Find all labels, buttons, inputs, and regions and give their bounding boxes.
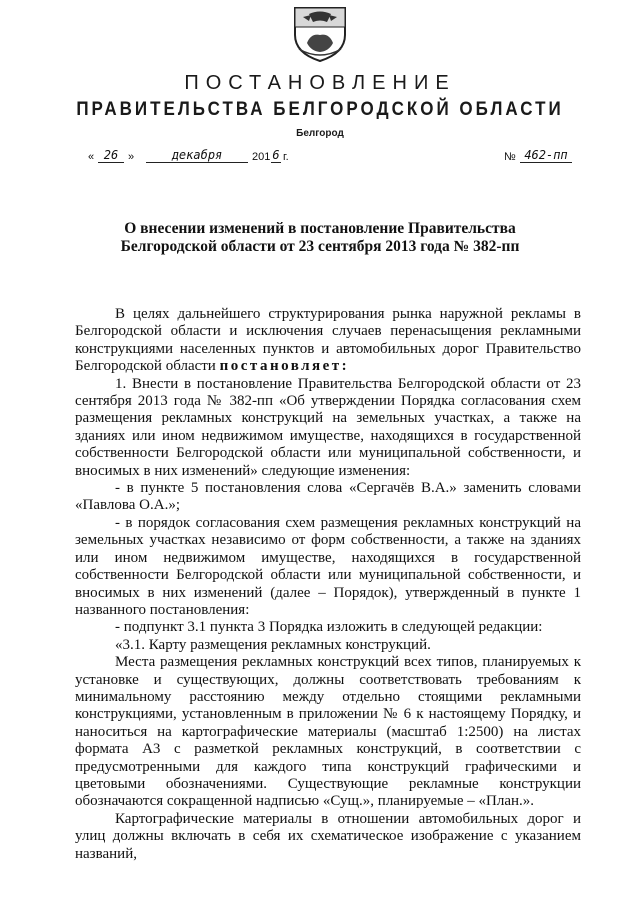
city-name: Белгород <box>296 128 344 139</box>
paragraph-change-2: - в порядок согласования схем размещения рекламных конструкций на земельных участках независимо от форм собственности, а также на зданиях или ином недвижимом имуществе, находящихся в государственной собственности Белгородской области или муниципальной собственности, и вносимых в них изменений (далее – Порядок), утвержденный в пункте 1 названного постановления: <box>75 514 581 618</box>
document-number: 462-пп <box>520 148 572 163</box>
document-body <box>75 306 581 863</box>
preamble-text: В целях дальнейшего структурирования рынка наружной рекламы в Белгородской области и исключения случаев перенасыщения рекламными конструкциями населенных пунктов и автомобильных дорог Правительство Белгородской области <box>75 306 581 375</box>
date-year-prefix: 201 <box>252 151 271 163</box>
document-type-title: ПОСТАНОВЛЕНИЕ <box>184 72 456 94</box>
paragraph-preamble <box>75 306 581 376</box>
number-label: № <box>504 151 516 163</box>
resolves-keyword: постановляет: <box>219 358 350 375</box>
date-year-suffix: 6 <box>272 148 280 162</box>
paragraph-subitem: - подпункт 3.1 пункта 3 Порядка изложить в следующей редакции: <box>115 619 543 636</box>
title-line-2: Белгородской области от 23 сентября 2013 года № 382-пп <box>120 238 520 255</box>
date-close-quote: » <box>128 151 135 163</box>
title-line-1: О внесении изменений в постановление Правительства <box>124 220 516 237</box>
date-day: 26 <box>98 148 124 163</box>
date-number-row <box>88 148 572 169</box>
date-month: декабря <box>146 148 248 163</box>
document-title <box>0 220 640 256</box>
date-open-quote: « <box>88 151 95 163</box>
paragraph-maps: Картографические материалы в отношении автомобильных дорог и улиц должны включать в себя их схематическое изображение с указанием названий, <box>75 810 581 862</box>
paragraph-item-1: 1. Внести в постановление Правительства Белгородской области от 23 сентября 2013 года № 382-пп «Об утверждении Порядка согласования схем размещения рекламных конструкций на земельных участках, а также на зданиях или ином недвижимом имуществе, находящихся в государственной собственности Белгородской области или муниципальной собственности, и вносимых в них изменений» следующие изменения: <box>75 375 581 479</box>
coat-of-arms-icon <box>289 5 351 63</box>
paragraph-change-1: - в пункте 5 постановления слова «Сергачёв В.А.» заменить словами «Павлова О.А.»; <box>75 480 581 514</box>
paragraph-placement: Места размещения рекламных конструкций всех типов, планируемых к установке и существующих, должны соответствовать требованиям к минимальному расстоянию между отдельно стоящими рекламными конструкциями, установленным в приложении № 6 к настоящему Порядку, и наноситься на картографические материалы (масштаб 1:2500) на листах формата А3 с разметкой рекламных конструкций, в соответствии с предусмотренными для каждого типа конструкций графическими и цветовыми обозначениями. Существующие рекламные конструкции обозначаются сокращенной надписью «Сущ.», планируемые – «План.». <box>75 654 581 810</box>
issuing-authority: ПРАВИТЕЛЬСТВА БЕЛГОРОДСКОЙ ОБЛАСТИ <box>76 97 564 120</box>
paragraph-3-1: «3.1. Карту размещения рекламных конструкций. <box>115 636 431 653</box>
date-year-abbr: г. <box>283 151 289 163</box>
